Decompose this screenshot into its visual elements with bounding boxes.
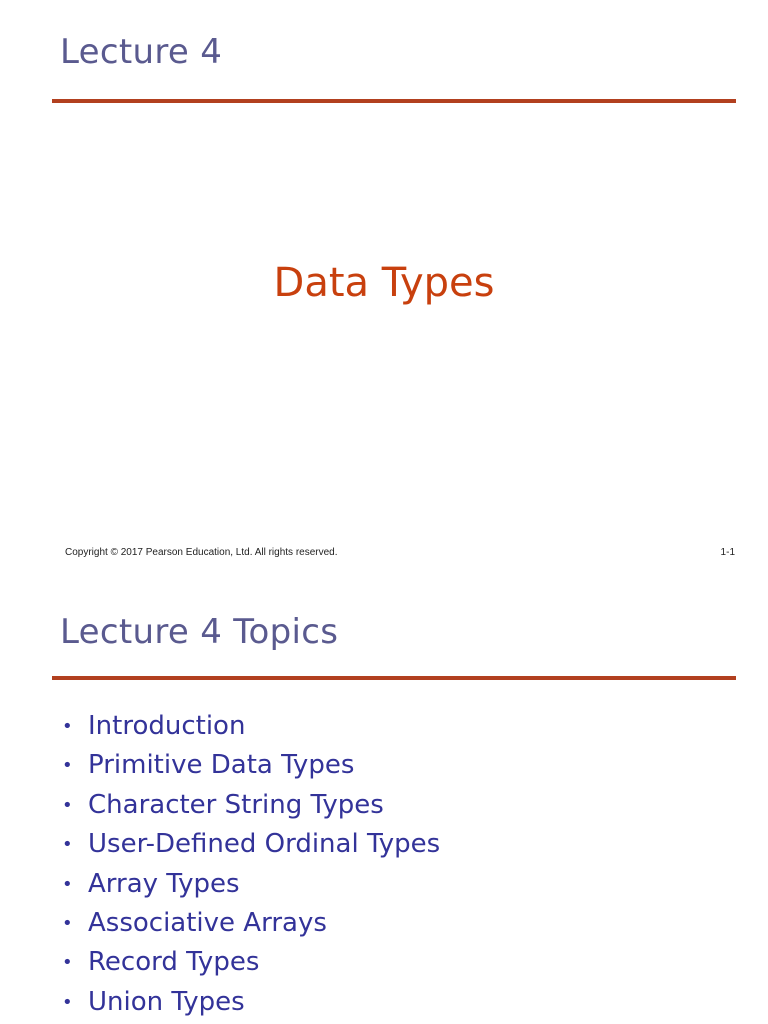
copyright-notice: Copyright © 2017 Pearson Education, Ltd. All rights reserved. [65, 547, 338, 558]
slide-title: Lecture 4 [60, 32, 223, 72]
topic-label: Associative Arrays [88, 907, 327, 938]
list-item [60, 746, 440, 785]
list-item [60, 904, 440, 943]
topic-label: Union Types [88, 986, 245, 1017]
bullet-icon: • [62, 912, 73, 934]
list-item [60, 865, 440, 904]
list-item [60, 707, 440, 746]
main-title: Data Types [273, 260, 495, 306]
topic-label: Character String Types [88, 789, 384, 820]
bullet-icon: • [62, 794, 73, 816]
topic-label: Introduction [88, 711, 246, 741]
topic-list [60, 707, 440, 1022]
slide-title: Lecture 4 Topics [60, 612, 339, 652]
title-divider [52, 99, 736, 103]
bullet-icon: • [62, 952, 73, 974]
list-item [60, 983, 440, 1022]
topic-label: User-Defined Ordinal Types [88, 829, 441, 860]
list-item [60, 786, 440, 825]
page-number: 1-1 [720, 547, 735, 558]
bullet-icon: • [62, 991, 73, 1013]
bullet-icon: • [62, 755, 73, 777]
bullet-icon: • [62, 716, 73, 737]
topic-label: Primitive Data Types [88, 750, 355, 781]
bullet-icon: • [62, 834, 73, 856]
topic-label: Record Types [88, 947, 260, 978]
title-divider [52, 676, 736, 680]
slide-2 [0, 578, 768, 1024]
list-item [60, 943, 440, 982]
bullet-icon: • [62, 873, 73, 895]
topic-label: Array Types [88, 868, 240, 899]
list-item [60, 825, 440, 864]
